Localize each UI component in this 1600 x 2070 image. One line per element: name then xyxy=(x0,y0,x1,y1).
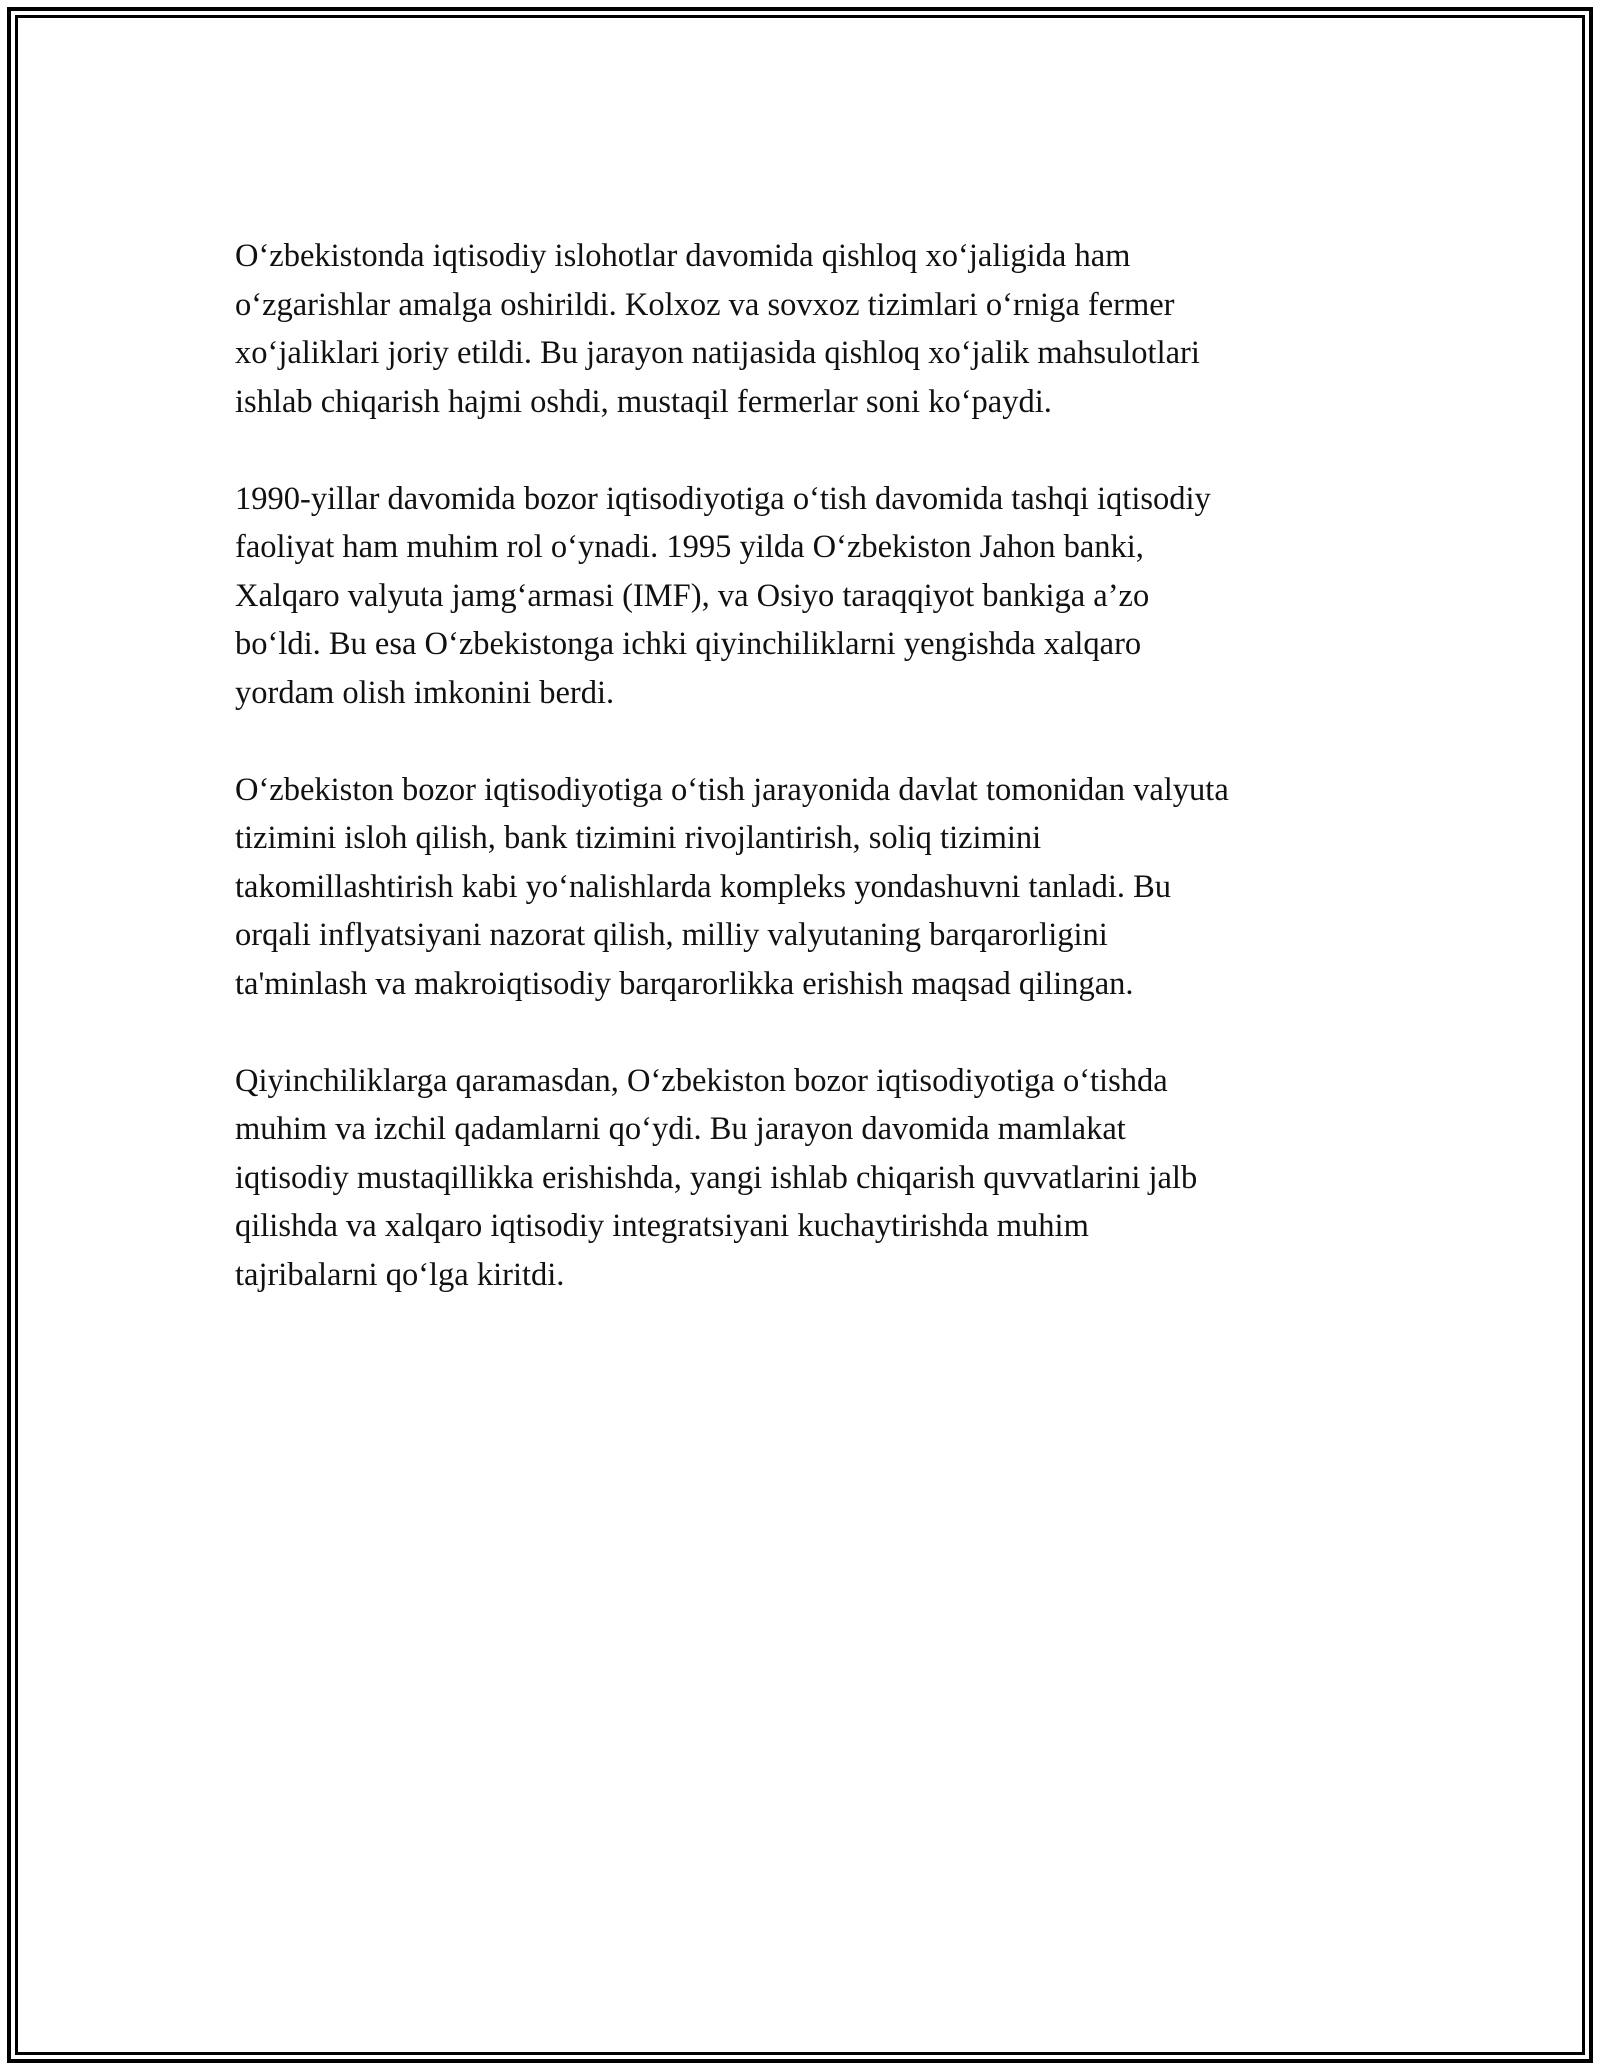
text-line: ishlab chiqarish hajmi oshdi, mustaqil fermerlar soni ko‘paydi. xyxy=(235,383,1052,420)
text-line: qilishda va xalqaro iqtisodiy integratsiyani kuchaytirishda muhim xyxy=(235,1208,1089,1244)
text-line: yordam olish imkonini berdi. xyxy=(235,674,615,711)
text-line: ta'minlash va makroiqtisodiy barqarorlikka erishish maqsad qilingan. xyxy=(235,965,1134,1002)
text-line: Xalqaro valyuta jamg‘armasi (IMF), va Osiyo taraqqiyot bankiga a’zo xyxy=(235,577,1150,614)
text-line: tizimini isloh qilish, bank tizimini rivojlantirish, soliq tizimini xyxy=(235,820,1042,856)
paragraph-foreign-economic-activity xyxy=(235,475,1365,718)
text-line: O‘zbekiston bozor iqtisodiyotiga o‘tish jarayonida davlat tomonidan valyuta xyxy=(235,771,1229,808)
text-line: orqali inflyatsiyani nazorat qilish, milliy valyutaning barqarorligini xyxy=(235,917,1108,953)
text-line: takomillashtirish kabi yo‘nalishlarda kompleks yondashuvni tanladi. Bu xyxy=(235,868,1172,905)
document-body xyxy=(235,232,1365,1348)
text-line: faoliyat ham muhim rol o‘ynadi. 1995 yilda O‘zbekiston Jahon banki, xyxy=(235,529,1144,565)
text-line: Qiyinchiliklarga qaramasdan, O‘zbekiston bozor iqtisodiyotiga o‘tishda xyxy=(235,1062,1168,1099)
text-line: O‘zbekistonda iqtisodiy islohotlar davomida qishloq xo‘jaligida ham xyxy=(235,238,1131,274)
paragraph-agriculture-reforms xyxy=(235,232,1365,426)
paragraph-financial-reforms xyxy=(235,766,1365,1009)
text-line: iqtisodiy mustaqillikka erishishda, yangi ishlab chiqarish quvvatlarini jalb xyxy=(235,1159,1198,1196)
paragraph-conclusion xyxy=(235,1057,1365,1300)
text-line: tajribalarni qo‘lga kiritdi. xyxy=(235,1256,565,1293)
text-line: muhim va izchil qadamlarni qo‘ydi. Bu jarayon davomida mamlakat xyxy=(235,1111,1126,1147)
text-line: 1990-yillar davomida bozor iqtisodiyotiga o‘tish davomida tashqi iqtisodiy xyxy=(235,480,1211,517)
text-line: o‘zgarishlar amalga oshirildi. Kolxoz va sovxoz tizimlari o‘rniga fermer xyxy=(235,286,1175,323)
text-line: bo‘ldi. Bu esa O‘zbekistonga ichki qiyinchiliklarni yengishda xalqaro xyxy=(235,626,1142,662)
text-line: xo‘jaliklari joriy etildi. Bu jarayon natijasida qishloq xo‘jalik mahsulotlari xyxy=(235,335,1200,371)
